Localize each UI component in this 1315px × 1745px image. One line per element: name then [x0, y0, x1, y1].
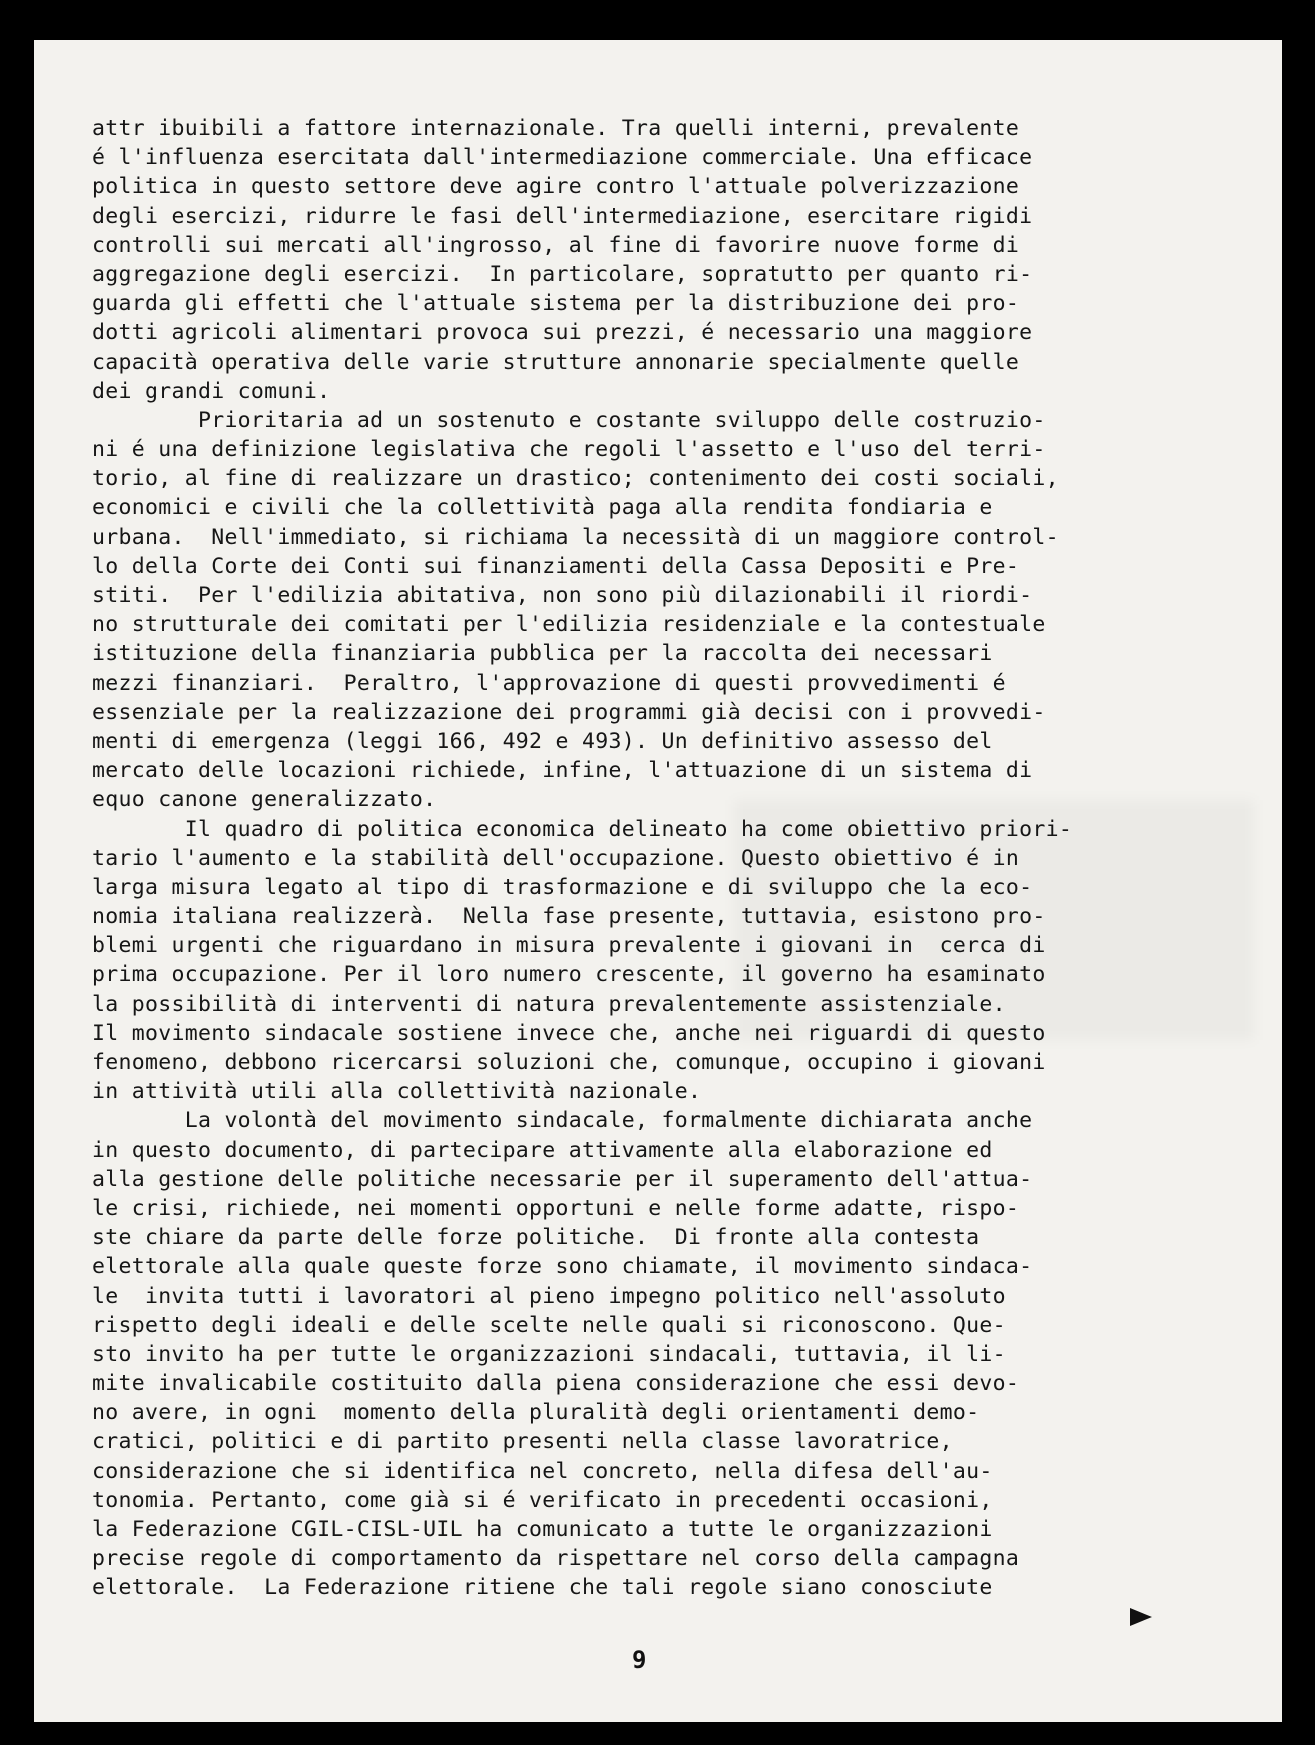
- text-line: mite invalicabile costituito dalla piena considerazione che essi devo-: [92, 1371, 1020, 1397]
- text-line: é l'influenza esercitata dall'intermediazione commerciale. Una efficace: [92, 145, 1033, 171]
- text-line: considerazione che si identifica nel concreto, nella difesa dell'au-: [92, 1458, 993, 1484]
- document-page: [34, 40, 1282, 1722]
- text-line: Il quadro di politica economica delineato ha come obiettivo priori-: [92, 816, 1073, 842]
- text-line: in attività utili alla collettività nazionale.: [92, 1079, 702, 1105]
- text-line: istituzione della finanziaria pubblica per la raccolta dei necessari: [92, 641, 993, 667]
- text-line: no strutturale dei comitati per l'edilizia residenziale e la contestuale: [92, 612, 1046, 638]
- text-line: fenomeno, debbono ricercarsi soluzioni che, comunque, occupino i giovani: [92, 1050, 1046, 1075]
- text-line: elettorale. La Federazione ritiene che tali regole siano conosciute: [92, 1575, 993, 1601]
- text-line: mezzi finanziari. Peraltro, l'approvazione di questi provvedimenti é: [92, 670, 1006, 696]
- text-line: tario l'aumento e la stabilità dell'occupazione. Questo obiettivo é in: [92, 845, 1020, 871]
- text-line: capacità operativa delle varie strutture annonarie specialmente quelle: [92, 349, 1020, 375]
- text-line: le invita tutti i lavoratori al pieno impegno politico nell'assoluto: [92, 1283, 1006, 1309]
- text-line: alla gestione delle politiche necessarie per il superamento dell'attua-: [92, 1166, 1033, 1192]
- text-line: equo canone generalizzato.: [92, 787, 437, 813]
- text-line: rispetto degli ideali e delle scelte nelle quali si riconoscono. Que-: [92, 1312, 1006, 1338]
- text-line: tonomia. Pertanto, come già si é verificato in precedenti occasioni,: [92, 1487, 993, 1513]
- text-line: essenziale per la realizzazione dei programmi già decisi con i provvedi-: [92, 699, 1046, 725]
- text-line: torio, al fine di realizzare un drastico; contenimento dei costi sociali,: [92, 466, 1059, 492]
- text-line: guarda gli effetti che l'attuale sistema per la distribuzione dei pro-: [92, 291, 1020, 317]
- text-line: no avere, in ogni momento della pluralità degli orientamenti demo-: [92, 1400, 980, 1426]
- page-mark: 9: [632, 1646, 647, 1674]
- text-line: aggregazione degli esercizi. In particolare, sopratutto per quanto ri-: [92, 261, 1033, 287]
- text-line: la Federazione CGIL-CISL-UIL ha comunicato a tutte le organizzazioni: [92, 1517, 993, 1542]
- text-line: mercato delle locazioni richiede, infine, l'attuazione di un sistema di: [92, 758, 1033, 784]
- text-line: le crisi, richiede, nei momenti opportuni e nelle forme adatte, rispo-: [92, 1195, 1020, 1221]
- text-line: elettorale alla quale queste forze sono chiamate, il movimento sindaca-: [92, 1254, 1033, 1280]
- text-line: La volontà del movimento sindacale, formalmente dichiarata anche: [92, 1108, 1033, 1134]
- text-line: degli esercizi, ridurre le fasi dell'intermediazione, esercitare rigidi: [92, 203, 1033, 229]
- text-line: la possibilità di interventi di natura prevalentemente assistenziale.: [92, 991, 1006, 1017]
- text-line: politica in questo settore deve agire contro l'attuale polverizzazione: [92, 174, 1020, 200]
- text-line: sto invito ha per tutte le organizzazioni sindacali, tuttavia, il li-: [92, 1341, 1006, 1367]
- text-line: stiti. Per l'edilizia abitativa, non sono più dilazionabili il riordi-: [92, 583, 1033, 608]
- text-line: attr ibuibili a fattore internazionale. Tra quelli interni, prevalente: [92, 116, 1020, 141]
- scan-edge: [0, 0, 30, 40]
- text-line: lo della Corte dei Conti sui finanziamenti della Cassa Depositi e Pre-: [92, 553, 1020, 579]
- text-line: larga misura legato al tipo di trasformazione e di sviluppo che la eco-: [92, 874, 1033, 900]
- body-text: [92, 114, 1192, 1603]
- text-line: economici e civili che la collettività paga alla rendita fondiaria e: [92, 495, 993, 521]
- text-line: Prioritaria ad un sostenuto e costante sviluppo delle costruzio-: [92, 407, 1046, 433]
- text-line: cratici, politici e di partito presenti nella classe lavoratrice,: [92, 1429, 953, 1455]
- text-line: prima occupazione. Per il loro numero crescente, il governo ha esaminato: [92, 962, 1046, 988]
- right-arrow-icon: [1130, 1608, 1152, 1626]
- text-line: controlli sui mercati all'ingrosso, al fine di favorire nuove forme di: [92, 232, 1020, 258]
- text-line: Il movimento sindacale sostiene invece che, anche nei riguardi di questo: [92, 1020, 1046, 1046]
- text-line: urbana. Nell'immediato, si richiama la necessità di un maggiore control-: [92, 524, 1059, 550]
- text-line: in questo documento, di partecipare attivamente alla elaborazione ed: [92, 1137, 993, 1163]
- text-line: dotti agricoli alimentari provoca sui prezzi, é necessario una maggiore: [92, 320, 1033, 346]
- text-line: nomia italiana realizzerà. Nella fase presente, tuttavia, esistono pro-: [92, 904, 1046, 930]
- text-line: precise regole di comportamento da rispettare nel corso della campagna: [92, 1546, 1020, 1572]
- text-line: ste chiare da parte delle forze politiche. Di fronte alla contesta: [92, 1225, 980, 1251]
- text-line: blemi urgenti che riguardano in misura prevalente i giovani in cerca di: [92, 933, 1046, 959]
- text-line: ni é una definizione legislativa che regoli l'assetto e l'uso del terri-: [92, 437, 1046, 463]
- text-line: menti di emergenza (leggi 166, 492 e 493). Un definitivo assesso del: [92, 728, 993, 754]
- text-line: dei grandi comuni.: [92, 378, 331, 404]
